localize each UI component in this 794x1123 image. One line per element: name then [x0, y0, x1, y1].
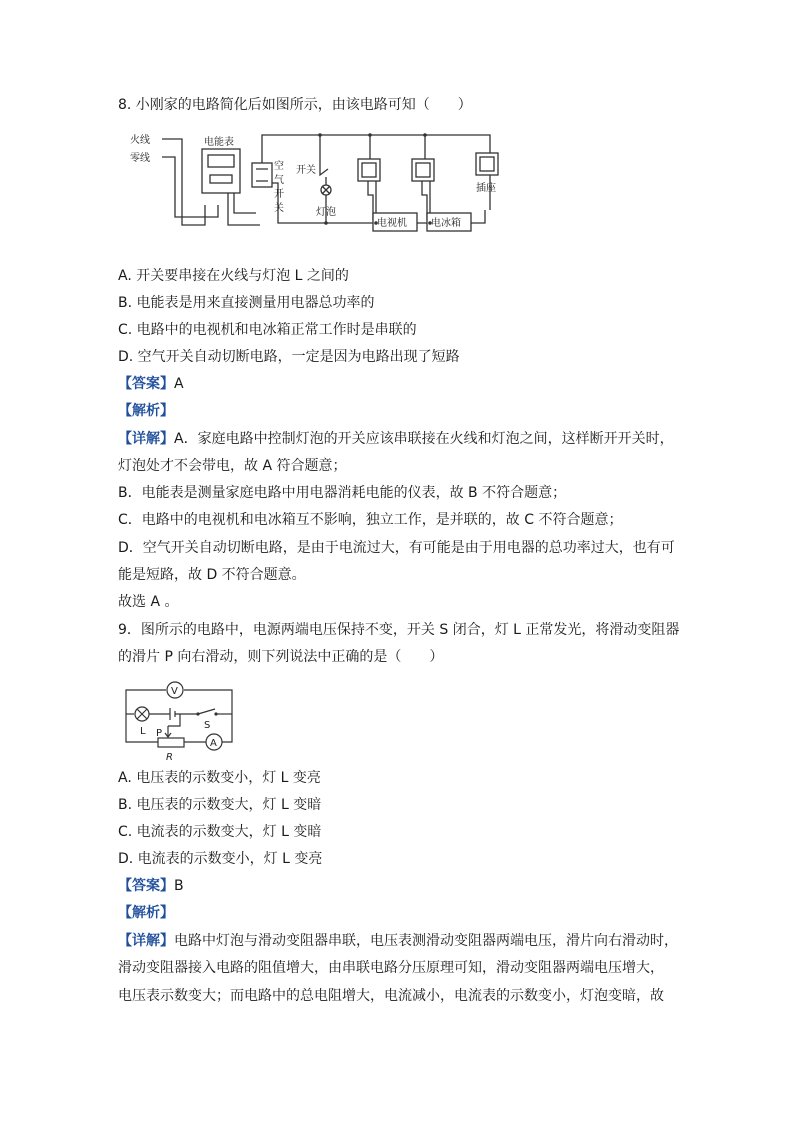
lamp-label: L: [140, 726, 146, 737]
q8-detail-line-4: C．电路中的电视机和电冰箱互不影响，独立工作，是并联的，故 C 不符合题意；: [118, 512, 623, 528]
socket-label: 插座: [476, 183, 496, 194]
analysis-tag: 【解析】: [118, 403, 174, 419]
analysis-tag: 【解析】: [118, 905, 174, 921]
q9-stem-line-2: 的滑片 P 向右滑动，则下列说法中正确的是（ ）: [118, 649, 444, 665]
q9-option-d: D. 电流表的示数变小，灯 L 变亮: [118, 851, 323, 867]
q8-option-c: C. 电路中的电视机和电冰箱正常工作时是串联的: [118, 322, 417, 338]
tv-label: 电视机: [377, 218, 407, 229]
q8-analysis-heading: [118, 401, 174, 421]
q9-analysis-heading: [118, 903, 174, 923]
q9-detail-line-1: [118, 931, 678, 951]
q8-detail-line-5: D．空气开关自动切断电路，是由于电流过大，有可能是由于用电器的总功率过大，也有可: [118, 540, 675, 556]
breaker-label-1: 空: [274, 161, 284, 172]
q9-answer: [118, 876, 184, 896]
detail-text: 电路中灯泡与滑动变阻器串联，电压表测滑动变阻器两端电压，滑片向右滑动时，: [174, 933, 678, 949]
detail-tag: 【详解】: [118, 933, 174, 949]
q8-option-b: B. 电能表是用来直接测量用电器总功率的: [118, 295, 375, 311]
q8-detail-line-1: [118, 429, 674, 449]
q8-detail-line-3: B．电能表是测量家庭电路中用电器消耗电能的仪表，故 B 不符合题意；: [118, 485, 567, 501]
q9-option-b: B. 电压表的示数变大，灯 L 变暗: [118, 797, 322, 813]
detail-tag: 【详解】: [118, 431, 174, 447]
q8-option-d: D. 空气开关自动切断电路，一定是因为电路出现了短路: [118, 349, 460, 365]
answer-tag: 【答案】: [118, 878, 174, 894]
answer-value: B: [174, 878, 184, 894]
answer-value: A: [174, 376, 184, 392]
q9-circuit-figure: [120, 676, 240, 764]
detail-text: A．家庭电路中控制灯泡的开关应该串联接在火线和灯泡之间，这样断开开关时，: [174, 431, 674, 447]
q9-option-c: C. 电流表的示数变大，灯 L 变暗: [118, 824, 322, 840]
neutral-wire-label: 零线: [130, 153, 150, 164]
q8-stem: 8. 小刚家的电路简化后如图所示，由该电路可知（ ）: [118, 97, 472, 113]
slider-label: P: [156, 728, 163, 739]
ammeter-label: A: [210, 738, 217, 749]
meter-label: 电能表: [204, 137, 234, 148]
voltmeter-label: V: [171, 686, 178, 697]
q9-option-a: A. 电压表的示数变小，灯 L 变亮: [118, 770, 321, 786]
q8-detail-line-2: 灯泡处才不会带电，故 A 符合题意；: [118, 458, 347, 474]
breaker-label-2: 气: [274, 175, 284, 186]
answer-tag: 【答案】: [118, 376, 174, 392]
breaker-label-4: 关: [274, 203, 284, 214]
switch-label: 开关: [296, 165, 316, 176]
q8-circuit-figure: [120, 125, 500, 240]
fridge-label: 电冰箱: [431, 218, 461, 229]
bulb-label: 灯泡: [316, 207, 336, 218]
q8-option-a: A. 开关要串接在火线与灯泡 L 之间的: [118, 268, 349, 284]
switch-s-label: S: [204, 720, 211, 731]
q8-detail-line-7: 故选 A 。: [118, 594, 179, 610]
q9-detail-line-3: 电压表示数变大；而电路中的总电阻增大，电流减小，电流表的示数变小，灯泡变暗，故: [118, 988, 664, 1004]
q9-detail-line-2: 滑动变阻器接入电路的阻值增大，由串联电路分压原理可知，滑动变阻器两端电压增大，: [118, 960, 664, 976]
q9-stem-line-1: 9．图所示的电路中，电源两端电压保持不变，开关 S 闭合，灯 L 正常发光，将滑动变阻器: [118, 622, 680, 638]
live-wire-label: 火线: [130, 135, 150, 146]
breaker-label-3: 开: [274, 189, 284, 200]
rheostat-label: R: [166, 752, 173, 763]
q8-answer: [118, 374, 184, 394]
q8-detail-line-6: 能是短路，故 D 不符合题意。: [118, 567, 306, 583]
